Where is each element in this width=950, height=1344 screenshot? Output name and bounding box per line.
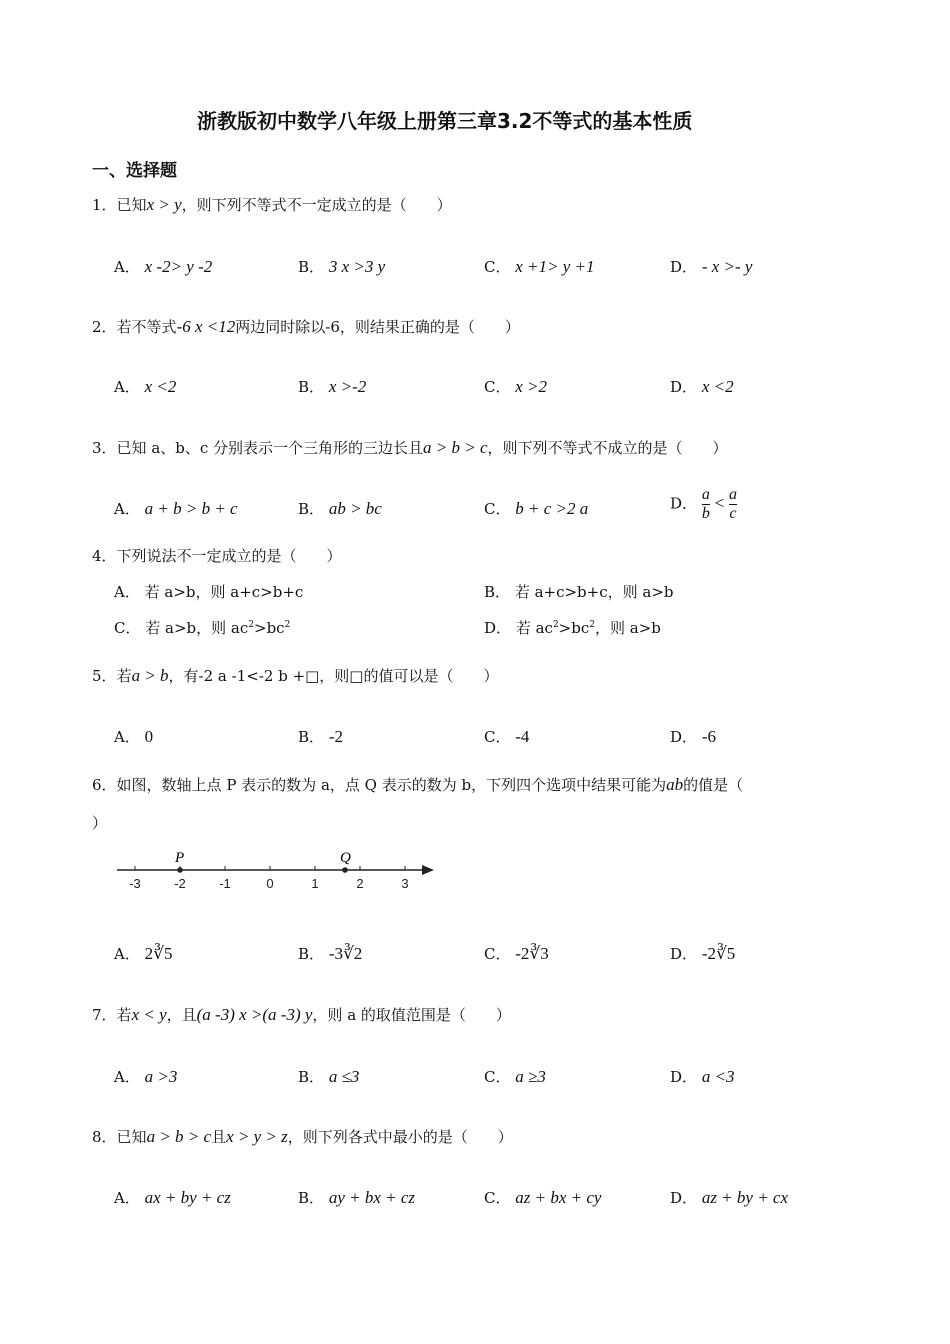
option-6d[interactable]: D． -2∛5 [670, 944, 736, 963]
fraction-a-over-c: $\frac{a}{c}$ [728, 486, 737, 522]
question-5: 5．若a > b，有-2 a -1<-2 b +□，则□的值可以是（ ） [92, 666, 499, 685]
option-7c[interactable]: C． a ≥3 [484, 1067, 546, 1086]
option-4c[interactable]: C． 若 a>b，则 $ac^2>bc^2$ [114, 619, 291, 637]
option-6a[interactable]: A． 2∛5 [114, 944, 173, 963]
option-3a[interactable]: A． a + b > b + c [114, 499, 238, 518]
question-4: 4．下列说法不一定成立的是（ ） [92, 547, 342, 565]
option-8d[interactable]: D． az + by + cx [670, 1188, 789, 1207]
option-4d[interactable]: D． 若 $ac^2>bc^2$，则 a>b [484, 619, 661, 637]
tick-label: 2 [356, 876, 364, 891]
section-heading: 一、选择题 [92, 161, 177, 181]
option-2b[interactable]: B． x >-2 [298, 377, 367, 396]
option-2a[interactable]: A． x <2 [114, 377, 177, 396]
label-p: P [175, 850, 185, 866]
option-7a[interactable]: A． a >3 [114, 1067, 178, 1086]
option-5d[interactable]: D． -6 [670, 727, 716, 746]
option-8b[interactable]: B． ay + bx + cz [298, 1188, 416, 1207]
axis-arrow [422, 865, 434, 875]
point-p [177, 867, 183, 873]
fraction-a-over-b: $\frac{a}{b}$ [701, 486, 710, 522]
option-3d[interactable]: D． $\frac{a}{b}$ < $\frac{a}{c}$ [670, 486, 737, 522]
question-8: 8．已知a > b > c且x > y > z，则下列各式中最小的是（ ） [92, 1127, 513, 1146]
option-1c[interactable]: C． x +1> y +1 [484, 257, 595, 276]
point-q [342, 867, 348, 873]
option-5a[interactable]: A． 0 [114, 727, 154, 746]
option-4a[interactable]: A． 若 a>b，则 a+c>b+c [114, 583, 304, 601]
tick-label: 3 [401, 876, 409, 891]
tick-label: 1 [311, 876, 319, 891]
page-title: 浙教版初中数学八年级上册第三章3.2不等式的基本性质 [197, 109, 693, 133]
tick-label: -2 [174, 876, 186, 891]
option-6c[interactable]: C． -2∛3 [484, 944, 549, 963]
number-line-figure [112, 842, 442, 896]
option-6b[interactable]: B． -3∛2 [298, 944, 363, 963]
question-1: 1．已知x > y，则下列不等式不一定成立的是（ ） [92, 195, 452, 214]
question-6-line2: ） [92, 814, 108, 832]
option-5b[interactable]: B． -2 [298, 727, 343, 746]
question-3: 3．已知 a、b、c 分别表示一个三角形的三边长且a > b > c，则下列不等式不成立的是（ ） [92, 438, 728, 457]
tick-label: -3 [129, 876, 141, 891]
question-7: 7．若x < y，且(a -3) x >(a -3) y，则 a 的取值范围是（ ） [92, 1005, 511, 1024]
option-8a[interactable]: A． ax + by + cz [114, 1188, 231, 1207]
option-7b[interactable]: B． a ≤3 [298, 1067, 360, 1086]
option-4b[interactable]: B． 若 a+c>b+c，则 a>b [484, 583, 674, 601]
label-q: Q [340, 850, 351, 866]
option-2d[interactable]: D． x <2 [670, 377, 734, 396]
option-1a[interactable]: A． x -2> y -2 [114, 257, 213, 276]
tick-label: 0 [266, 876, 274, 891]
tick-label: -1 [219, 876, 231, 891]
option-1b[interactable]: B． 3 x >3 y [298, 257, 386, 276]
option-8c[interactable]: C． az + bx + cy [484, 1188, 602, 1207]
option-3c[interactable]: C． b + c >2 a [484, 499, 589, 518]
option-7d[interactable]: D． a <3 [670, 1067, 735, 1086]
question-6: 6．如图，数轴上点 P 表示的数为 a，点 Q 表示的数为 b，下列四个选项中结果可能为ab的值是（ [92, 775, 744, 794]
option-1d[interactable]: D． - x >- y [670, 257, 753, 276]
option-3b[interactable]: B． ab > bc [298, 499, 382, 518]
question-2: 2．若不等式-6 x <12两边同时除以-6，则结果正确的是（ ） [92, 317, 520, 336]
option-2c[interactable]: C． x >2 [484, 377, 548, 396]
option-5c[interactable]: C． -4 [484, 727, 530, 746]
